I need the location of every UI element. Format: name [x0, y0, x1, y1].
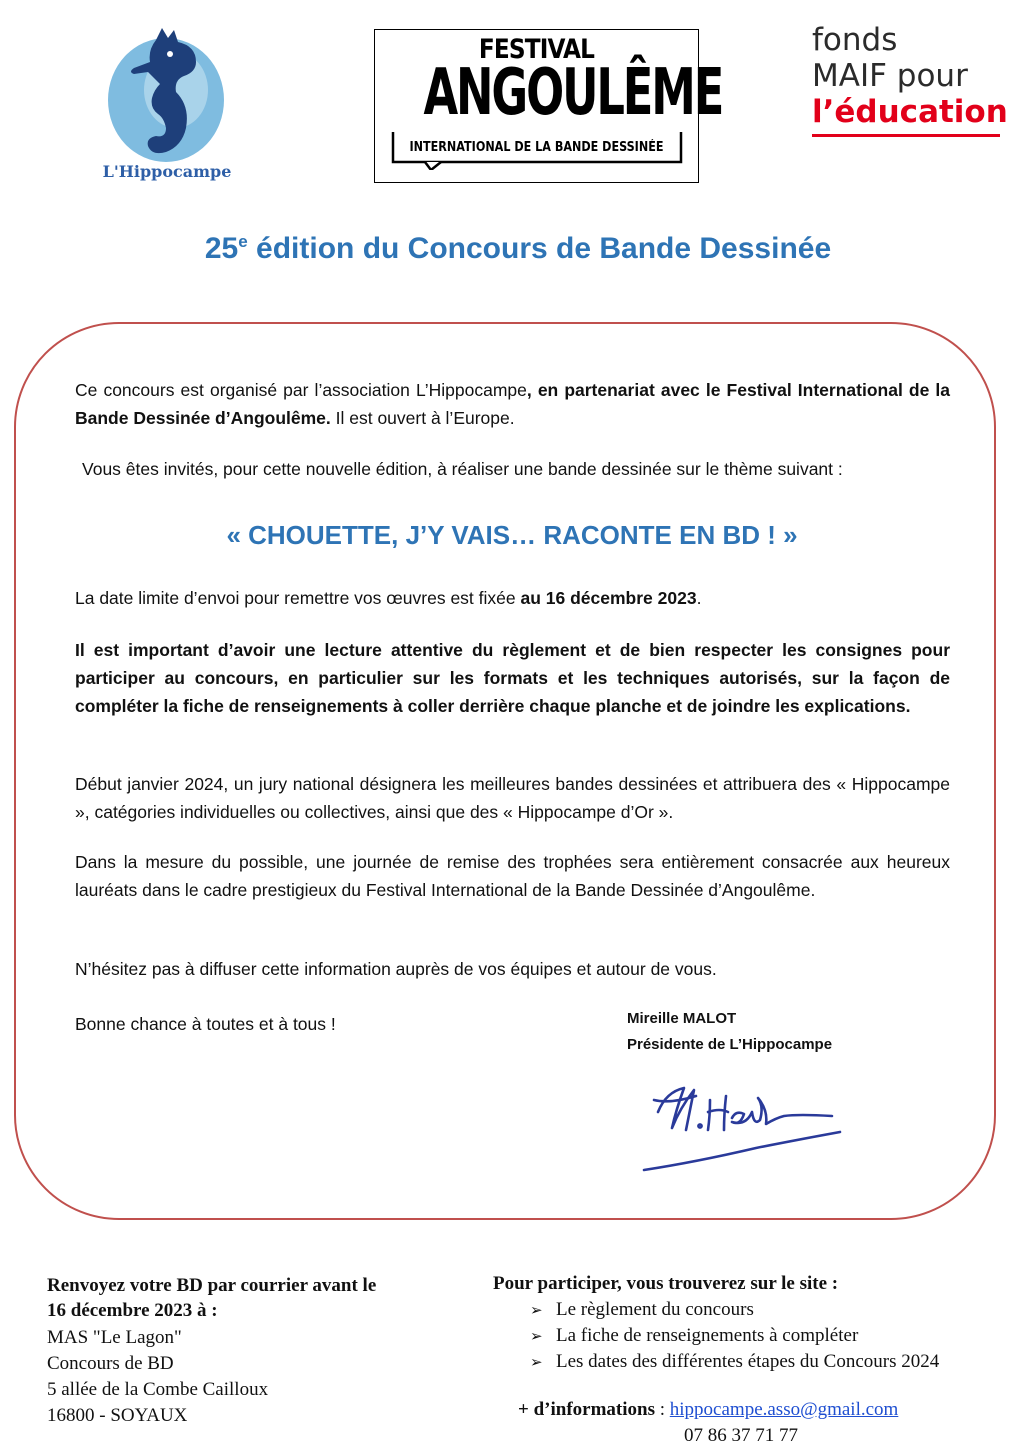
- intro-paragraph: [75, 376, 950, 432]
- list-item: [530, 1323, 939, 1349]
- arrow-bullet-icon: ➢: [530, 1301, 543, 1319]
- invitation-paragraph: Vous êtes invités, pour cette nouvelle édition, à réaliser une bande dessinée sur le thème suivant :: [82, 459, 843, 479]
- theme-heading: « CHOUETTE, J’Y VAIS… RACONTE EN BD ! »: [226, 520, 798, 550]
- list-item: [530, 1297, 939, 1323]
- phone-number: 07 86 37 71 77: [684, 1425, 798, 1446]
- maif-logo-line3: l’éducation: [812, 94, 1008, 130]
- title-number: 25: [204, 232, 239, 265]
- ceremony-paragraph: Dans la mesure du possible, une journée de remise des trophées sera entièrement consacrée aux heureux lauréats dans le cadre prestigieux du Festival International de la Bande Dessinée d’Angoulême.: [75, 852, 950, 900]
- deadline-period: .: [696, 588, 702, 608]
- resources-list: [530, 1297, 939, 1375]
- festival-logo-line3: INTERNATIONAL DE LA BANDE DESSINÉE: [409, 140, 664, 155]
- deadline-paragraph: [75, 584, 950, 612]
- footer-send-line1: Renvoyez votre BD par courrier avant le: [47, 1275, 377, 1296]
- festival-logo-line2: ANGOULÊME: [423, 56, 723, 130]
- list-item-label: La fiche de renseignements à compléter: [556, 1325, 859, 1346]
- signatory-role: Présidente de L’Hippocampe: [627, 1036, 833, 1053]
- deadline-date: au 16 décembre 2023: [520, 588, 697, 608]
- intro-text-a: Ce concours est organisé par l’association L’Hippocampe: [75, 380, 527, 400]
- intro-text-d: Il est ouvert à l’Europe.: [330, 408, 515, 428]
- share-paragraph: N’hésitez pas à diffuser cette information auprès de vos équipes et autour de vous.: [75, 959, 717, 979]
- maif-logo-underline: [812, 134, 1000, 137]
- festival-angouleme-logo: [374, 29, 723, 183]
- page-title: [0, 232, 1024, 266]
- maif-logo-line2: MAIF pour: [812, 58, 968, 94]
- title-text: édition du Concours de Bande Dessinée: [247, 232, 832, 265]
- list-item-label: Le règlement du concours: [556, 1299, 754, 1320]
- rules-paragraph: Il est important d’avoir une lecture attentive du règlement et de bien respecter les consignes pour participer au concours, en particulier sur les formats et les techniques autorisés, sur la façon de compléter la fiche de renseignements à coller derrière chaque planche et de joindre les explications.: [75, 640, 950, 716]
- arrow-bullet-icon: ➢: [530, 1353, 543, 1371]
- arrow-bullet-icon: ➢: [530, 1327, 543, 1345]
- title-superscript: e: [238, 232, 248, 251]
- good-luck-text: Bonne chance à toutes et à tous !: [75, 1014, 336, 1034]
- address-line3: 5 allée de la Combe Cailloux: [47, 1379, 269, 1400]
- maif-logo-line1: fonds: [812, 22, 898, 58]
- festival-logo-line1: FESTIVAL: [478, 34, 595, 65]
- address-line1: MAS "Le Lagon": [47, 1327, 182, 1348]
- intro-text-b: , en partenariat avec le: [526, 380, 727, 400]
- info-line: [518, 1397, 898, 1422]
- jury-paragraph: Début janvier 2024, un jury national désignera les meilleures bandes dessinées et attribuera des « Hippocampe », catégories individuelles ou collectives, ainsi que des « Hippocampe d’Or ».: [75, 774, 950, 822]
- signature-icon: [636, 1070, 846, 1180]
- address-line4: 16800 - SOYAUX: [47, 1405, 188, 1426]
- hippocampe-logo-text: L'Hippocampe: [102, 162, 232, 181]
- deadline-text: La date limite d’envoi pour remettre vos œuvres est fixée: [75, 588, 521, 608]
- info-label: + d’informations: [518, 1399, 655, 1420]
- intro-text-festival: Festival International de la Bande Dessinée d’Angoulême.: [75, 380, 950, 428]
- email-link[interactable]: hippocampe.asso@gmail.com: [669, 1399, 899, 1420]
- info-separator: :: [654, 1399, 670, 1420]
- footer-send-line2: 16 décembre 2023 à :: [47, 1300, 218, 1321]
- fonds-maif-logo: [812, 22, 1012, 137]
- signatory-name: Mireille MALOT: [627, 1010, 737, 1027]
- list-item: [530, 1349, 939, 1375]
- list-item-label: Les dates des différentes étapes du Concours 2024: [556, 1351, 940, 1372]
- footer-participate-heading: Pour participer, vous trouverez sur le site :: [493, 1273, 839, 1294]
- address-line2: Concours de BD: [47, 1353, 174, 1374]
